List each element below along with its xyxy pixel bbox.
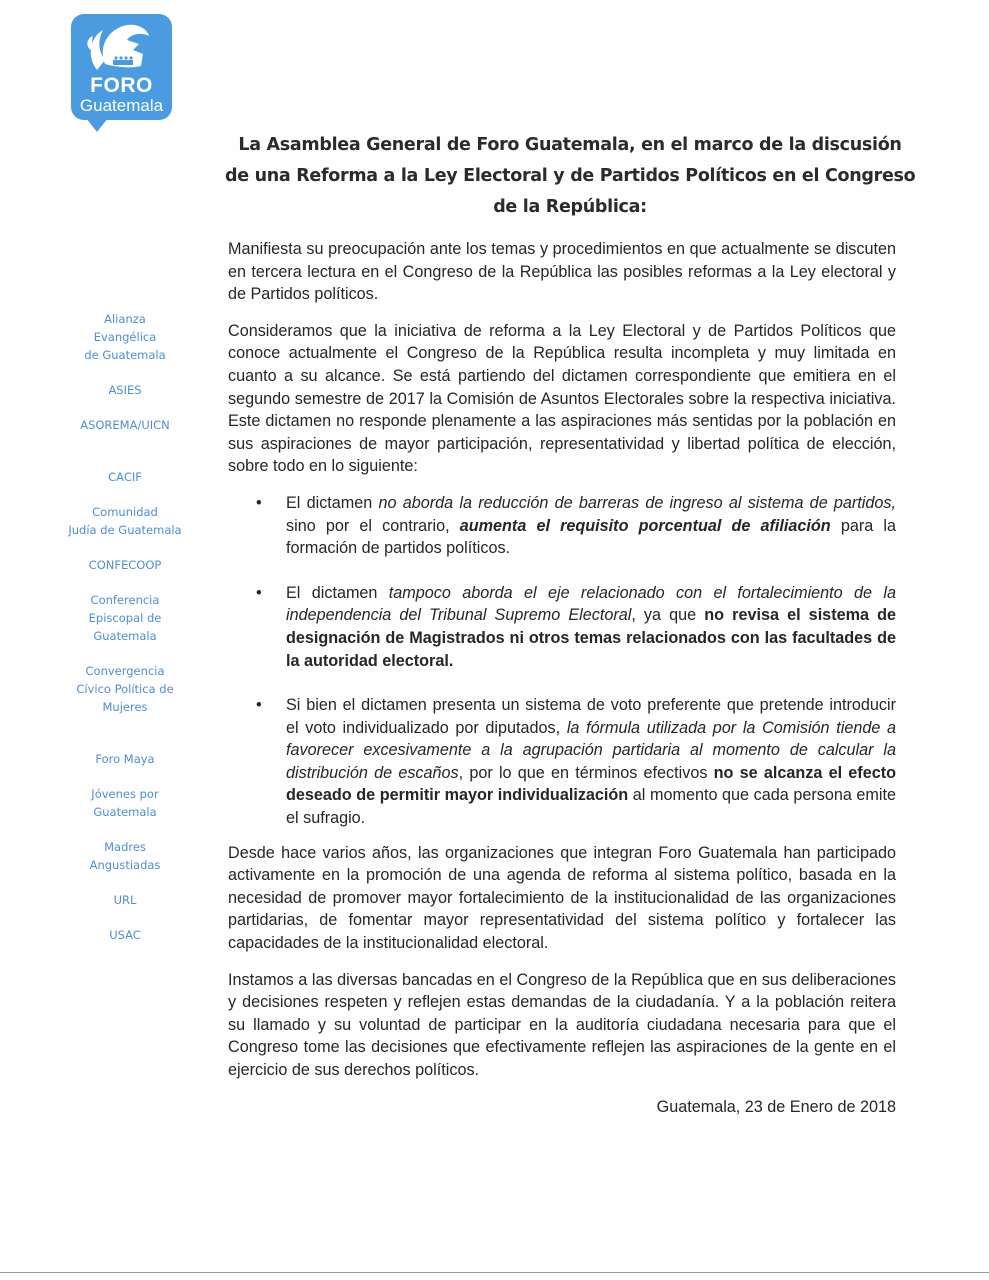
text-run: , ya que: [631, 606, 705, 625]
scan-edge-line: [0, 1272, 989, 1273]
member-url: [60, 891, 190, 909]
text-run: para la formación de partidos políticos.: [286, 516, 896, 558]
member-line: Jóvenes por: [91, 787, 159, 801]
member-alianza-evangelica: [60, 310, 190, 364]
member-convergencia-civico-politica: [60, 662, 190, 716]
logo-text-guatemala: Guatemala: [79, 96, 164, 115]
text-run: Si bien el dictamen presenta un sistema de voto preferente que pretende introducir el voto individualizado por diputados,: [286, 696, 896, 737]
bullet-icon: •: [256, 583, 262, 602]
bullet-icon: •: [256, 493, 262, 512]
quetzal-emblem-icon: [83, 20, 161, 78]
member-line: de Guatemala: [84, 348, 166, 362]
member-line: Guatemala: [93, 629, 157, 643]
member-line: Conferencia: [90, 593, 160, 607]
paragraph-concern: Manifiesta su preocupación ante los temas y procedimientos en que actualmente se discuten en tercera lectura en el Congreso de la República las posibles reformas a la Ley electoral y de Partidos políticos.: [228, 240, 896, 304]
document-title: [225, 130, 915, 223]
member-line: Evangélica: [93, 330, 157, 344]
title-line: La Asamblea General de Foro Guatemala, en el marco de la discusión: [238, 135, 902, 155]
document-date: Guatemala, 23 de Enero de 2018: [656, 1097, 896, 1116]
member-comunidad-judia: [60, 503, 190, 539]
member-line: Alianza: [104, 312, 146, 326]
title-line: de la República:: [493, 197, 647, 217]
text-run: sino por el contrario,: [286, 516, 460, 535]
member-line: Mujeres: [102, 700, 148, 714]
italic-run: la fórmula utilizada por la Comisión tiende a favorecer excesivamente a la agrupación partidaria al momento de calcular la distribución de escaños: [286, 718, 896, 782]
member-cacif: [60, 468, 190, 486]
member-line: Foro Maya: [95, 752, 155, 766]
paragraph-considerations: Consideramos que la iniciativa de reforma a la Ley Electoral y de Partidos Políticos que conoce actualmente el Congreso de la República resulta incompleta y muy limitada en cuanto a su alcance. Se está partiendo del dictamen correspondiente que emitiera en el segundo semestre de 2017 la Comisión de Asuntos Electorales sobre la respectiva iniciativa. Este dictamen no responde plenamente a las aspiraciones más sentidas por la población en sus aspiraciones de mayor participación, representatividad y libertad política de elección, sobre todo en lo siguiente:: [228, 321, 896, 476]
member-asorema-uicn: [60, 416, 190, 434]
member-line: Cívico Política de: [76, 682, 174, 696]
member-line: CACIF: [108, 470, 142, 484]
issue-item: [256, 492, 896, 560]
document-body: [228, 238, 896, 1118]
bold-italic-run: aumenta el requisito porcentual de afiliación: [459, 516, 831, 535]
bold-run: no se alcanza el efecto deseado de permitir mayor individualización: [286, 763, 896, 805]
member-line: CONFECOOP: [88, 558, 162, 572]
member-line: Judía de Guatemala: [68, 523, 182, 537]
bold-run: no revisa el sistema de designación de Magistrados ni otros temas relacionados con las facultades de la autoridad electoral.: [286, 606, 896, 670]
member-conferencia-episcopal: [60, 591, 190, 645]
paragraph-call-to-action: Instamos a las diversas bancadas en el Congreso de la República que en sus deliberaciones y decisiones respeten y reflejen estas demandas de la ciudadanía. Y a la población reitera su llamado y su voluntad de participar en la auditoría ciudadana necesaria para que el Congreso tome las decisiones que efectivamente reflejen las aspiraciones de la gente en el ejercicio de sus derechos políticos.: [228, 970, 896, 1079]
title-line: de una Reforma a la Ley Electoral y de Partidos Políticos en el Congreso: [225, 166, 916, 186]
text-run: al momento que cada persona emite el sufragio.: [286, 786, 896, 828]
member-line: ASOREMA/UICN: [80, 418, 170, 432]
member-line: USAC: [109, 928, 141, 942]
issues-list: [228, 492, 896, 830]
member-madres-angustiadas: [60, 838, 190, 874]
paragraph-history: Desde hace varios años, las organizaciones que integran Foro Guatemala han participado activamente en la promoción de una agenda de reforma al sistema político, basada en la necesidad de promover mayor fortalecimiento de la institucionalidad de las organizaciones partidarias, de fomentar mayor representatividad del sistema político y fortalecer las capacidades de la institucionalidad electoral.: [228, 843, 896, 953]
text-run: El dictamen: [286, 583, 389, 602]
member-line: Episcopal de: [88, 611, 162, 625]
member-jovenes-por-guatemala: [60, 785, 190, 821]
member-usac: [60, 926, 190, 944]
italic-run: no aborda la reducción de barreras de ingreso al sistema de partidos,: [378, 493, 896, 512]
member-line: Madres: [104, 840, 146, 854]
member-line: ASIES: [108, 383, 142, 397]
member-confecoop: [60, 556, 190, 574]
member-line: URL: [113, 893, 137, 907]
member-line: Comunidad: [92, 505, 158, 519]
logo-text-foro: FORO: [90, 74, 153, 97]
foro-guatemala-logo: [71, 14, 172, 120]
bullet-icon: •: [256, 696, 262, 715]
member-line: Convergencia: [85, 664, 165, 678]
member-line: Guatemala: [93, 805, 157, 819]
member-asies: [60, 381, 190, 399]
issue-item: [256, 694, 896, 830]
member-organizations-list: [60, 310, 190, 961]
logo-speech-tail: [86, 118, 108, 132]
text-run: , por lo que en términos efectivos: [458, 763, 714, 782]
member-foro-maya: [60, 750, 190, 768]
member-line: Angustiadas: [89, 858, 161, 872]
issue-item: [256, 582, 896, 672]
italic-run: tampoco aborda el eje relacionado con el fortalecimiento de la independencia del Tribunal Supremo Electoral: [286, 583, 896, 625]
text-run: El dictamen: [286, 493, 379, 512]
